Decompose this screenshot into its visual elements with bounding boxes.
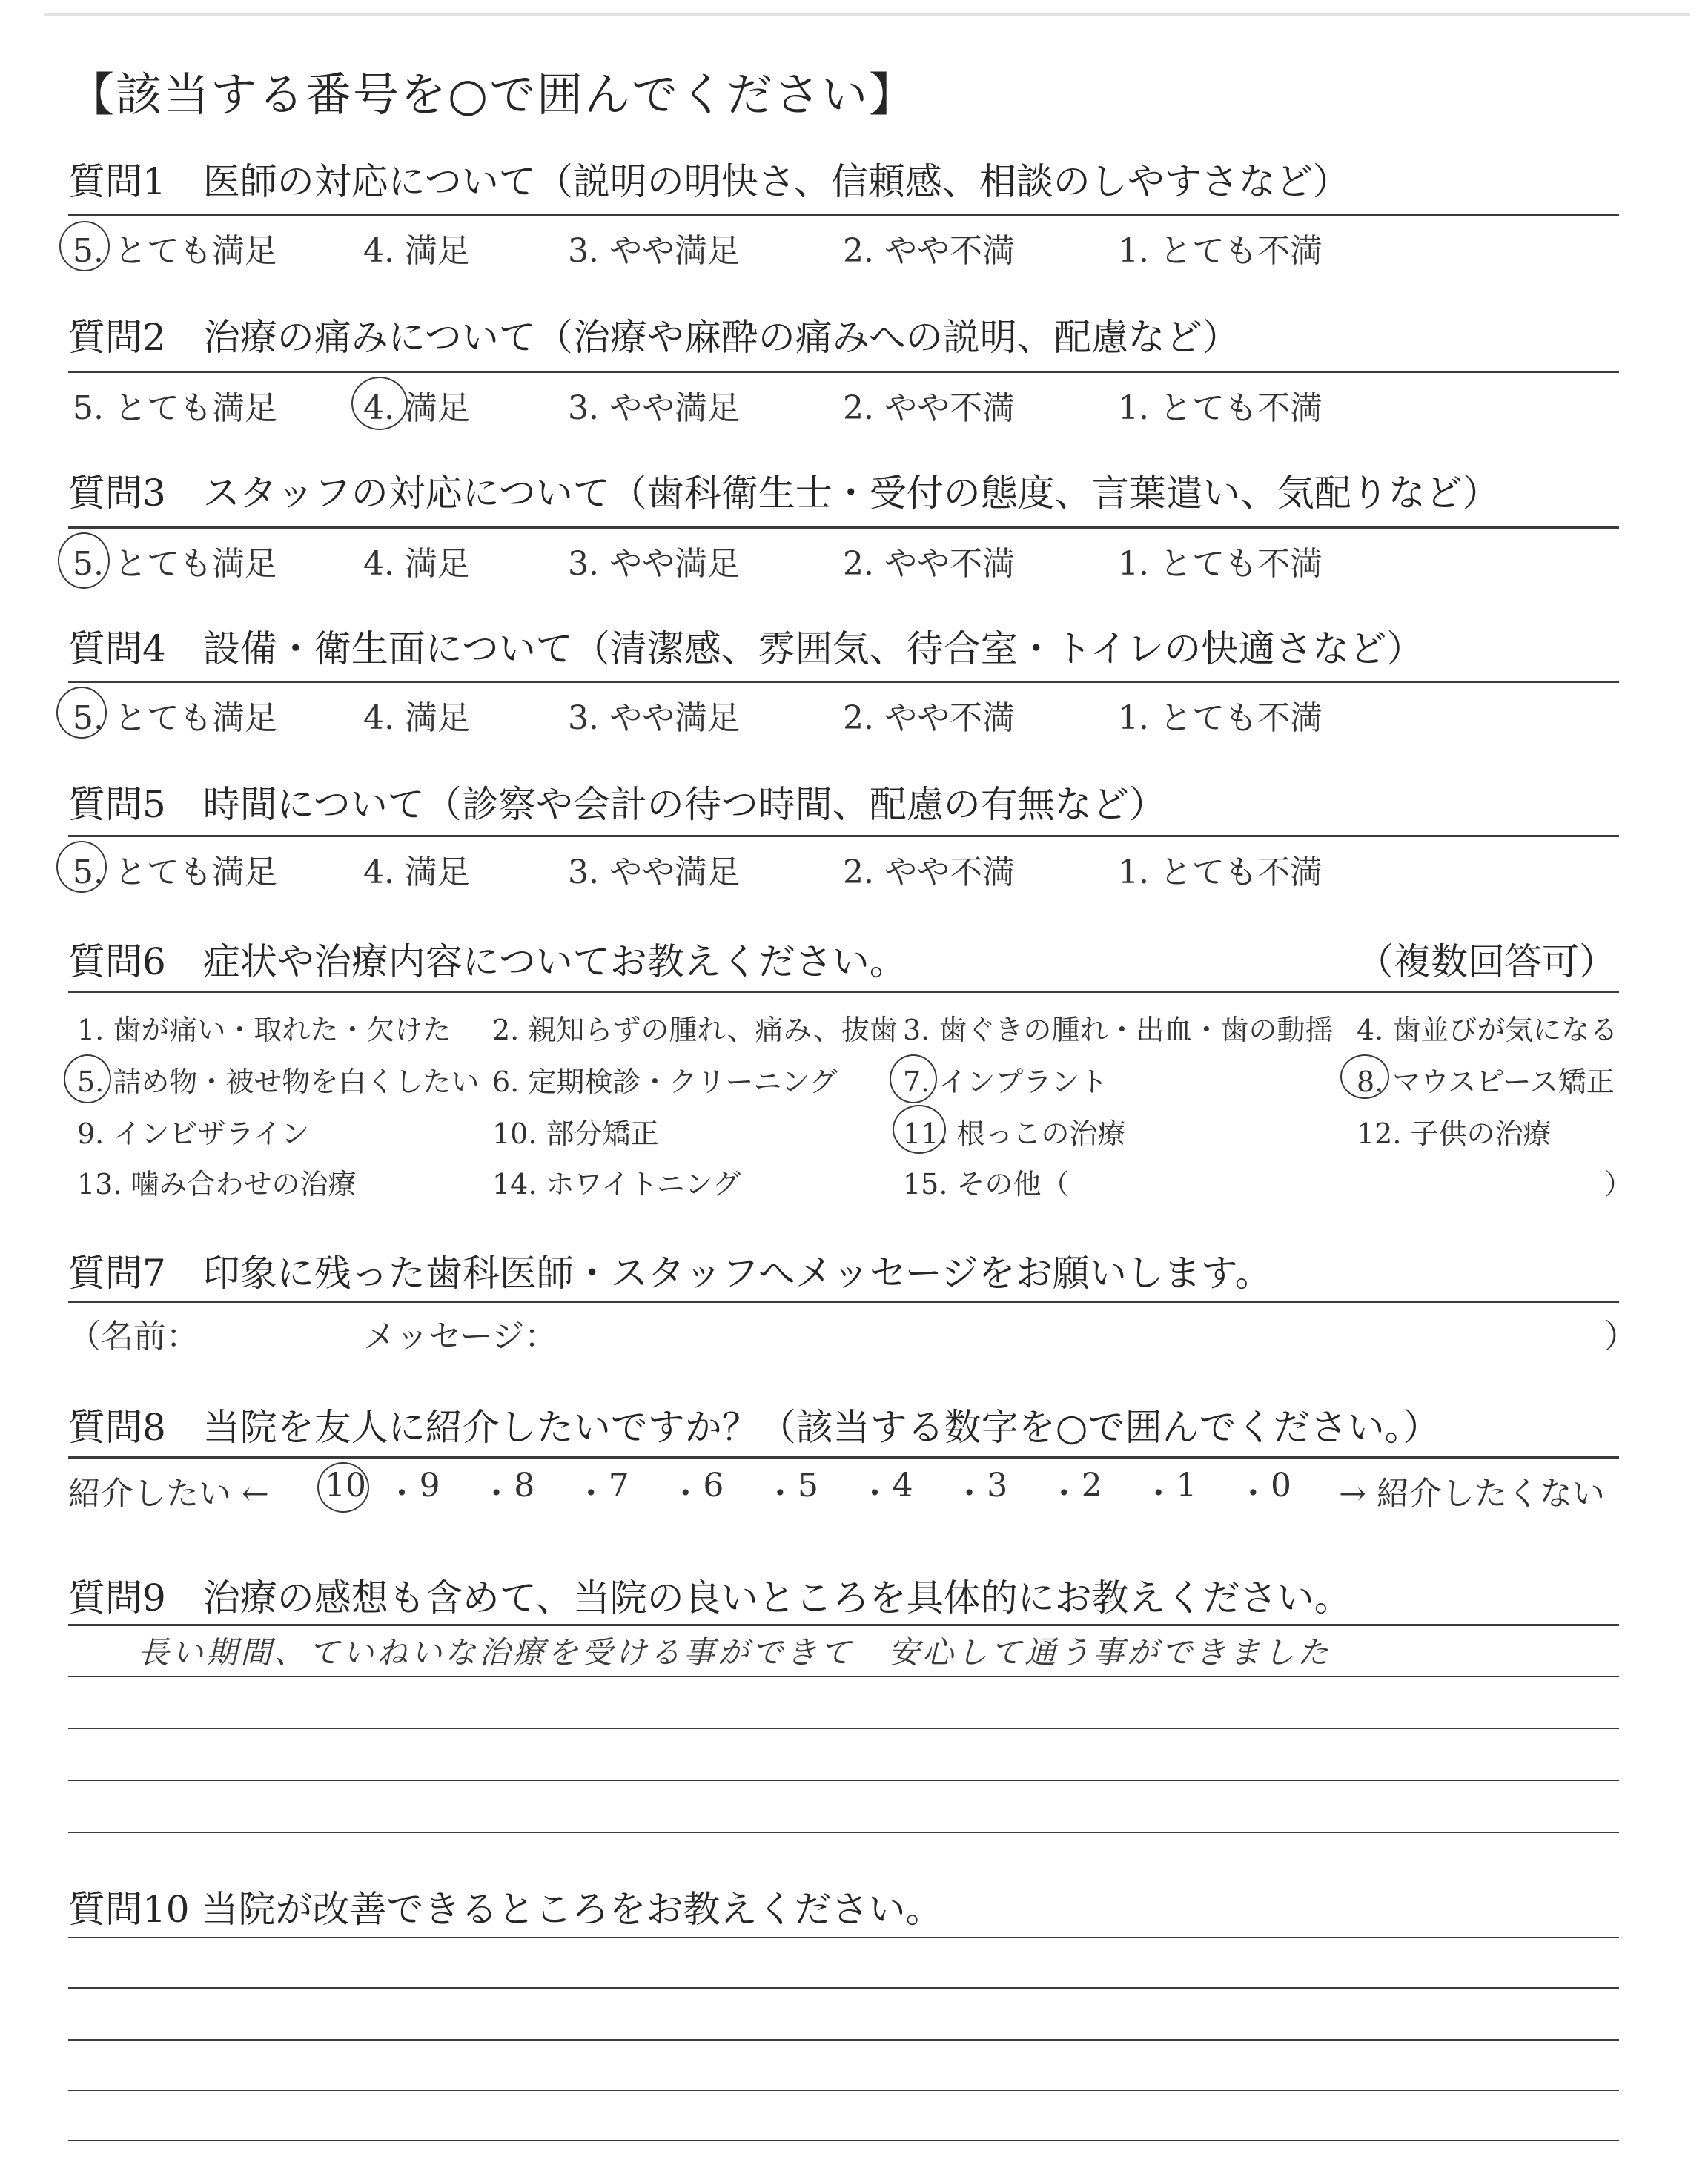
q9-answer-line-4 <box>68 1832 1619 1833</box>
q10-answer-line-5 <box>68 2140 1619 2141</box>
q7-message-label: メッセージ： <box>363 1318 557 1355</box>
question-9-title: 質問9 治療の感想も含めて、当院の良いところを具体的にお教えください。 <box>68 1576 1351 1619</box>
q8-separator-dot: ・ <box>858 1475 891 1513</box>
q10-answer-line-4 <box>68 2090 1619 2091</box>
q8-separator-dot: ・ <box>1142 1475 1175 1513</box>
q2-selection-circle <box>351 377 408 430</box>
q10-answer-line-3 <box>68 2039 1619 2041</box>
q8-number-0[interactable]: 0 <box>1271 1467 1291 1505</box>
q6-option-6[interactable]: 6. 定期検診・クリーニング <box>492 1066 838 1098</box>
q6-selection-circle-7 <box>890 1054 937 1103</box>
q8-number-2[interactable]: 2 <box>1081 1467 1102 1505</box>
q8-left-label: 紹介したい ← <box>68 1475 269 1513</box>
question-7 <box>68 1247 1619 1299</box>
question-1 <box>68 156 1619 208</box>
question-8-rule <box>68 1456 1619 1459</box>
q7-name-label: （名前： <box>68 1318 199 1355</box>
q6-option-3[interactable]: 3. 歯ぐきの腫れ・出血・歯の動揺 <box>903 1014 1334 1046</box>
q2-option-3[interactable]: 3. やや満足 <box>568 389 740 427</box>
q9-answer-line-2 <box>68 1728 1619 1729</box>
q1-option-2[interactable]: 2. やや不満 <box>843 232 1015 270</box>
question-1-title: 質問1 医師の対応について（説明の明快さ、信頼感、相談のしやすさなど） <box>68 160 1350 203</box>
q6-option-14[interactable]: 14. ホワイトニング <box>492 1168 741 1200</box>
q4-selection-circle <box>56 687 107 739</box>
q9-answer-line-3 <box>68 1780 1619 1781</box>
q6-option-1[interactable]: 1. 歯が痛い・取れた・欠けた <box>77 1014 451 1046</box>
question-6-note: （複数回答可） <box>1357 940 1616 983</box>
q8-number-3[interactable]: 3 <box>987 1467 1008 1505</box>
question-1-rule <box>68 214 1619 216</box>
question-6-rule <box>68 991 1619 993</box>
instruction-header: 【該当する番号を○で囲んでください】 <box>68 67 917 122</box>
q8-number-5[interactable]: 5 <box>798 1467 818 1505</box>
question-5-rule <box>68 835 1619 837</box>
q8-number-7[interactable]: 7 <box>608 1467 629 1505</box>
q8-number-9[interactable]: 9 <box>419 1467 440 1505</box>
q2-option-5[interactable]: 5. とても満足 <box>73 389 277 427</box>
q5-option-2[interactable]: 2. やや不満 <box>843 853 1015 891</box>
q6-option-4[interactable]: 4. 歯並びが気になる <box>1357 1014 1618 1046</box>
question-4 <box>68 623 1619 675</box>
q3-option-4[interactable]: 4. 満足 <box>363 545 470 583</box>
q6-option-9[interactable]: 9. インビザライン <box>77 1117 310 1150</box>
q2-option-1[interactable]: 1. とても不満 <box>1118 389 1323 427</box>
q8-number-8[interactable]: 8 <box>514 1467 535 1505</box>
q6-other-close-paren: ） <box>1604 1168 1633 1200</box>
q6-option-11[interactable]: 11. 根っこの治療 <box>903 1117 1126 1150</box>
q5-option-1[interactable]: 1. とても不満 <box>1118 853 1323 891</box>
question-9-rule <box>68 1624 1619 1626</box>
q8-separator-dot: ・ <box>480 1475 513 1513</box>
q9-handwritten-answer: 長い期間、ていねいな治療を受ける事ができて 安心して通う事ができました <box>138 1634 1332 1671</box>
question-7-rule <box>68 1301 1619 1303</box>
q6-option-12[interactable]: 12. 子供の治療 <box>1357 1117 1552 1150</box>
question-3-rule <box>68 526 1619 529</box>
q6-option-8[interactable]: 8. マウスピース矯正 <box>1357 1066 1615 1098</box>
q4-option-1[interactable]: 1. とても不満 <box>1118 699 1323 737</box>
question-6-title: 質問6 症状や治療内容についてお教えください。 <box>68 940 907 983</box>
question-5 <box>68 779 1619 830</box>
q6-option-15[interactable]: 15. その他（ <box>903 1168 1070 1200</box>
q2-option-4[interactable]: 4. 満足 <box>363 389 470 427</box>
question-7-title: 質問7 印象に残った歯科医師・スタッフへメッセージをお願いします。 <box>68 1252 1272 1295</box>
q8-separator-dot: ・ <box>764 1475 797 1513</box>
q6-selection-circle-11 <box>893 1105 946 1154</box>
q1-option-3[interactable]: 3. やや満足 <box>568 232 740 270</box>
question-4-rule <box>68 681 1619 683</box>
q8-separator-dot: ・ <box>1047 1475 1081 1513</box>
q5-option-4[interactable]: 4. 満足 <box>363 853 470 891</box>
q4-option-5[interactable]: 5. とても満足 <box>73 699 277 737</box>
q8-separator-dot: ・ <box>385 1475 418 1513</box>
q6-option-2[interactable]: 2. 親知らずの腫れ、痛み、抜歯 <box>492 1014 898 1046</box>
q6-option-13[interactable]: 13. 噛み合わせの治療 <box>77 1168 357 1200</box>
q1-option-4[interactable]: 4. 満足 <box>363 232 470 270</box>
question-3-title: 質問3 スタッフの対応について（歯科衛生士・受付の態度、言葉遣い、気配りなど） <box>68 472 1500 515</box>
q8-separator-dot: ・ <box>575 1475 608 1513</box>
q10-answer-line-2 <box>68 1987 1619 1989</box>
question-2-rule <box>68 371 1619 373</box>
q8-number-4[interactable]: 4 <box>892 1467 913 1505</box>
question-8-title: 質問8 当院を友人に紹介したいですか？（該当する数字を○で囲んでください。） <box>68 1406 1440 1449</box>
question-2 <box>68 311 1619 363</box>
q8-separator-dot: ・ <box>669 1475 702 1513</box>
q3-option-2[interactable]: 2. やや不満 <box>843 545 1015 583</box>
q1-option-1[interactable]: 1. とても不満 <box>1118 232 1323 270</box>
q3-option-1[interactable]: 1. とても不満 <box>1118 545 1323 583</box>
q5-selection-circle <box>56 841 107 893</box>
question-9 <box>68 1572 1619 1624</box>
q8-number-6[interactable]: 6 <box>703 1467 724 1505</box>
question-8 <box>68 1401 1619 1453</box>
q5-option-5[interactable]: 5. とても満足 <box>73 853 277 891</box>
q8-separator-dot: ・ <box>953 1475 986 1513</box>
q8-right-label: → 紹介したくない <box>1339 1475 1605 1513</box>
scan-edge-line <box>44 13 1690 16</box>
q6-selection-circle-8 <box>1340 1054 1389 1099</box>
question-2-title: 質問2 治療の痛みについて（治療や麻酔の痛みへの説明、配慮など） <box>68 316 1239 359</box>
q7-close-paren: ） <box>1604 1318 1637 1355</box>
q1-option-5[interactable]: 5. とても満足 <box>73 232 277 270</box>
q3-selection-circle <box>58 532 110 589</box>
q5-option-3[interactable]: 3. やや満足 <box>568 853 740 891</box>
q6-option-10[interactable]: 10. 部分矯正 <box>492 1117 659 1150</box>
q8-selection-circle <box>317 1462 369 1513</box>
q4-option-4[interactable]: 4. 満足 <box>363 699 470 737</box>
question-4-title: 質問4 設備・衛生面について（清潔感、雰囲気、待合室・トイレの快適さなど） <box>68 627 1424 670</box>
q8-number-10[interactable]: 10 <box>325 1467 366 1505</box>
q6-option-7[interactable]: 7. インプラント <box>903 1066 1108 1098</box>
q4-option-3[interactable]: 3. やや満足 <box>568 699 740 737</box>
q4-option-2[interactable]: 2. やや不満 <box>843 699 1015 737</box>
q2-option-2[interactable]: 2. やや不満 <box>843 389 1015 427</box>
q6-selection-circle-5 <box>64 1054 111 1103</box>
q3-option-5[interactable]: 5. とても満足 <box>73 545 277 583</box>
q8-number-1[interactable]: 1 <box>1176 1467 1197 1505</box>
question-10-title: 質問10 当院が改善できるところをお教えください。 <box>68 1888 943 1931</box>
question-10 <box>68 1883 1619 1935</box>
question-3 <box>68 467 1619 519</box>
question-5-title: 質問5 時間について（診察や会計の待つ時間、配慮の有無など） <box>68 783 1166 826</box>
q9-answer-line-1 <box>68 1676 1619 1677</box>
q6-option-5[interactable]: 5. 詰め物・被せ物を白くしたい <box>77 1066 480 1098</box>
q8-separator-dot: ・ <box>1237 1475 1270 1513</box>
q10-answer-line-1 <box>68 1937 1619 1938</box>
q1-selection-circle <box>59 221 110 271</box>
q3-option-3[interactable]: 3. やや満足 <box>568 545 740 583</box>
